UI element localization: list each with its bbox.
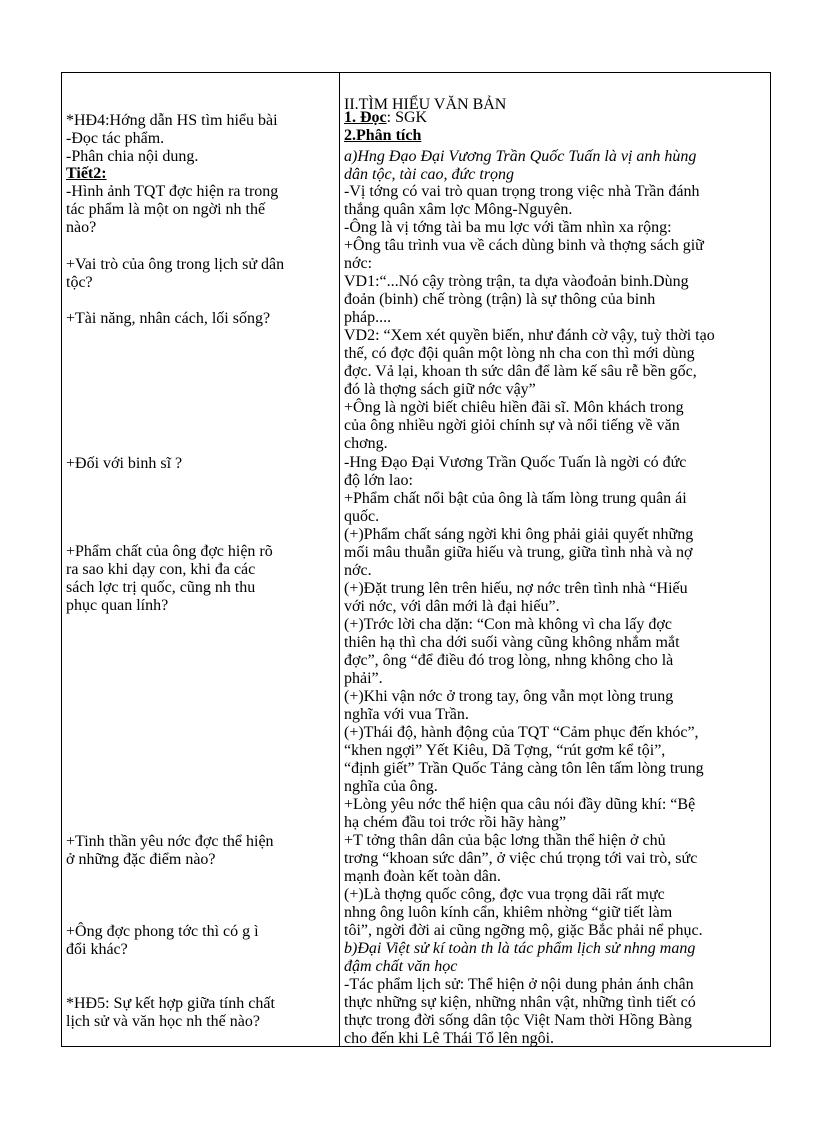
right-line: trơng “khoan sức dân”, ở việc chú trọng tới vai trò, sức bbox=[344, 850, 698, 867]
right-line: +Ông tâu trình vua về cách dùng binh và thợng sách giữ bbox=[344, 237, 704, 254]
left-line: sách lợc trị quốc, cũng nh thu bbox=[66, 579, 256, 596]
right-line: VD2: “Xem xét quyền biến, như đánh cờ vậy, tuỳ thời tạo bbox=[344, 327, 715, 344]
right-line: “định giết” Trần Quốc Tảng càng tôn lên tấm lòng trung bbox=[344, 760, 704, 777]
right-line: mạnh đoàn kết toàn dân. bbox=[344, 868, 501, 885]
left-line: phục quan lính? bbox=[66, 597, 169, 614]
left-line: -Hình ảnh TQT đợc hiện ra trong bbox=[66, 183, 279, 200]
left-line: -Đọc tác phẩm. bbox=[66, 130, 165, 147]
read-label: 1. Đọc bbox=[344, 109, 387, 126]
right-line: đậm chất văn học bbox=[344, 958, 458, 975]
left-heading: Tiết2: bbox=[66, 165, 107, 182]
right-line: VD1:“...Nó cậy tròng trận, ta dựa vàođoản binh.Dùng bbox=[344, 273, 689, 290]
left-line: +Phẩm chất của ông đợc hiện rõ bbox=[66, 543, 273, 560]
left-line: tộc? bbox=[66, 274, 93, 291]
right-line: -Tác phẩm lịch sử: Thể hiện ở nội dung phản ánh chân bbox=[344, 976, 694, 993]
right-line: thực những sự kiện, những nhân vật, những tình tiết có bbox=[344, 994, 696, 1011]
right-line: (+)Phẩm chất sáng ngời khi ông phải giải quyết những bbox=[344, 526, 694, 543]
right-line: (+)Khi vận nớc ở trong tay, ông vẫn mọt lòng trung bbox=[344, 688, 674, 705]
section-heading: II.TÌM HIỂU VĂN BẢN bbox=[344, 96, 507, 113]
right-line: thắng quân xâm lợc Mông-Nguyên. bbox=[344, 201, 573, 218]
right-line: nớc: bbox=[344, 255, 373, 272]
right-column bbox=[340, 73, 770, 1046]
right-line: (+)Là thợng quốc công, đợc vua trọng dãi rất mực bbox=[344, 886, 665, 903]
right-line: chơng. bbox=[344, 435, 388, 452]
right-line: -Hng Đạo Đại Vương Trần Quốc Tuấn là ngời có đức bbox=[344, 454, 687, 471]
right-line bbox=[344, 110, 427, 126]
left-line: -Phân chia nội dung. bbox=[66, 148, 199, 165]
right-line: (+)Thái độ, hành động của TQT “Cảm phục đến khóc”, bbox=[344, 724, 699, 741]
right-line: a)Hng Đạo Đại Vương Trần Quốc Tuấn là vị anh hùng bbox=[344, 148, 697, 165]
right-line: thực trong đời sống dân tộc Việt Nam thời Hồng Bàng bbox=[344, 1012, 692, 1029]
right-line: (+)Trớc lời cha dặn: “Con mà không vì cha lấy đợc bbox=[344, 616, 672, 633]
right-line: thiên hạ thì cha dới suối vàng cũng không nhắm mắt bbox=[344, 634, 680, 651]
right-line: thế, có đợc đội quân một lòng nh cha con thì mới dùng bbox=[344, 345, 695, 362]
right-line: +Lòng yêu nớc thể hiện qua câu nói đầy dũng khí: “Bệ bbox=[344, 796, 696, 813]
left-line: +Tài năng, nhân cách, lối sống? bbox=[66, 310, 271, 327]
right-line: mối mâu thuẫn giữa hiếu và trung, giữa tình nhà và nợ bbox=[344, 544, 693, 561]
right-line: +Ông là ngời biết chiêu hiền đãi sĩ. Môn khách trong bbox=[344, 399, 684, 416]
right-line: +T tởng thân dân của bậc lơng thần thể hiện ở chủ bbox=[344, 832, 666, 849]
right-line: dân tộc, tài cao, đức trọng bbox=[344, 166, 515, 183]
left-line: *HĐ5: Sự kết hợp giữa tính chất bbox=[66, 995, 275, 1012]
left-line: +Tinh thần yêu nớc đợc thể hiện bbox=[66, 833, 274, 850]
subheading: 2.Phân tích bbox=[344, 127, 422, 144]
left-line: nào? bbox=[66, 219, 97, 236]
right-line: quốc. bbox=[344, 508, 380, 525]
right-line: phải”. bbox=[344, 670, 383, 687]
right-line: +Phẩm chất nổi bật của ông là tấm lòng trung quân ái bbox=[344, 490, 687, 507]
left-line: ở những đặc điểm nào? bbox=[66, 851, 216, 868]
right-line: nhng ông luôn kính cẩn, khiêm nhờng “giữ tiết làm bbox=[344, 904, 673, 921]
left-line: ra sao khi dạy con, khi đa các bbox=[66, 561, 256, 578]
right-line: đó là thợng sách giữ nớc vậy” bbox=[344, 381, 536, 398]
left-line: *HĐ4:Hớng dẫn HS tìm hiểu bài bbox=[66, 112, 278, 129]
right-line: b)Đại Việt sử kí toàn th là tác phẩm lịch sử nhng mang bbox=[344, 940, 696, 957]
right-line: -Ông là vị tớng tài ba mu lợc với tầm nhìn xa rộng: bbox=[344, 219, 672, 236]
right-line: (+)Đặt trung lên trên hiếu, nợ nớc trên tình nhà “Hiếu bbox=[344, 580, 688, 597]
right-line: pháp.... bbox=[344, 309, 392, 326]
right-line: đoản (binh) chế tròng (trận) là sự thông của binh bbox=[344, 291, 656, 308]
read-source: : SGK bbox=[386, 109, 428, 126]
left-line: tác phẩm là một on ngời nh thế bbox=[66, 201, 266, 218]
right-line: -Vị tớng có vai trò quan trọng trong việc nhà Trần đánh bbox=[344, 183, 700, 200]
left-line: lịch sử và văn học nh thế nào? bbox=[66, 1013, 260, 1030]
right-line: nớc. bbox=[344, 562, 372, 579]
left-line: +Ông đợc phong tớc thì có g ì bbox=[66, 923, 259, 940]
left-line: +Vai trò của ông trong lịch sử dân bbox=[66, 256, 285, 273]
right-line: nghĩa với vua Trần. bbox=[344, 706, 469, 723]
content-table bbox=[61, 72, 771, 1047]
right-line: tôi”, ngời đời ai cũng ngỡng mộ, giặc Bắc phải nể phục. bbox=[344, 922, 703, 939]
right-line: với nớc, với dân mới là đại hiếu”. bbox=[344, 598, 560, 615]
left-line: +Đối với binh sĩ ? bbox=[66, 455, 183, 472]
right-line: nghĩa của ông. bbox=[344, 778, 438, 795]
right-line: của ông nhiều ngời giỏi chính sự và nổi tiếng về văn bbox=[344, 417, 680, 434]
right-line: độ lớn lao: bbox=[344, 472, 413, 489]
right-line: đợc. Vả lại, khoan th sức dân để làm kế sâu rễ bền gốc, bbox=[344, 363, 697, 380]
right-line: cho đến khi Lê Thái Tổ lên ngôi. bbox=[344, 1030, 555, 1046]
right-line: “khen ngợi” Yết Kiêu, Dã Tợng, “rút gơm kể tội”, bbox=[344, 742, 666, 759]
left-column bbox=[62, 73, 339, 1046]
left-line: đổi khác? bbox=[66, 941, 128, 958]
right-line: hạ chém đầu toi trớc rồi hãy hàng” bbox=[344, 814, 567, 831]
right-line: đợc”, ông “để điều đó trog lòng, nhng không cho là bbox=[344, 652, 674, 669]
